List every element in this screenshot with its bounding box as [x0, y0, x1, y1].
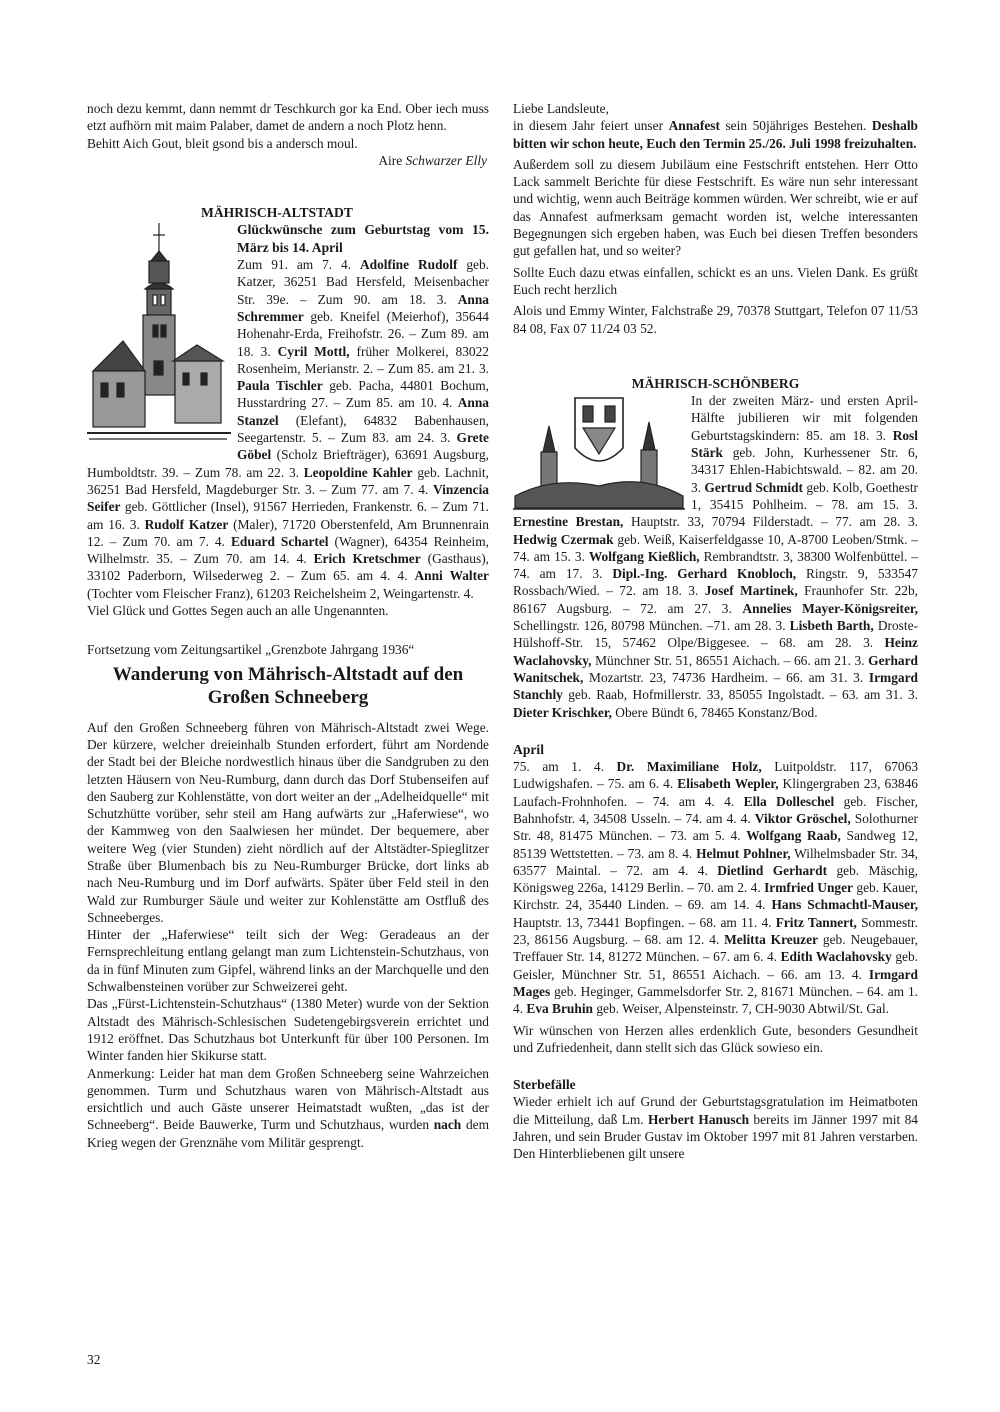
person-name: Wolfgang Raab,: [746, 828, 841, 844]
entry-text: (Elefant), 64832 Babenhausen, Seegartenstr. 5. – Zum 83. am 24. 3.: [237, 412, 489, 446]
wishes-paragraph: Wir wünschen von Herzen alles erdenklich Gute, besonders Gesundheit und Zufriedenheit, dann stellt sich das Glück sowieso ein.: [513, 1022, 918, 1055]
entry-text: Ringstr. 9, 533547 Rossbach/Wied. – 72. am 18. 3.: [513, 566, 918, 599]
entry-text: Klingergraben 23, 63846 Laufach-Frohnhofen. – 74. am 4. 4.: [513, 776, 919, 809]
entry-text: Mozartstr. 23, 74736 Hardheim. – 66. am 31. 3.: [583, 669, 869, 685]
person-name: Dr. Maximiliane Holz,: [616, 759, 762, 775]
entry-text: Münchner Str. 51, 86551 Aichach. – 66. am 21. 3.: [591, 652, 869, 668]
entry-text: geb. Neugebauer, Treffauer Str. 14, 81272 München. – 67. am 6. 4.: [513, 932, 918, 965]
person-name: Dieter Krischker,: [513, 704, 612, 720]
entry-text: geb. Kneifel (Meierhof), 35644 Hohenahr-Erda, Freihofstr. 26. – Zum 89. am 18. 3.: [237, 308, 489, 359]
continuation-note: Fortsetzung vom Zeitungsartikel „Grenzbote Jahrgang 1936“: [87, 642, 415, 658]
church-illustration: [87, 221, 231, 445]
person-name: Heinz Waclahovsky,: [513, 635, 918, 668]
entry-text: Fraunhofer Str. 22b, 86167 Augsburg. – 72. am 27. 3.: [513, 583, 919, 616]
entry-text: Sandweg 12, 85139 Wettstetten. – 73. am 8. 4.: [513, 828, 919, 861]
farewell-line: Behitt Aich Gout, bleit gsond bis a andersch moul.: [87, 135, 358, 151]
person-name: Eduard Schartel: [230, 533, 329, 549]
article-paragraph-1: Auf den Großen Schneeberg führen von Mährisch-Altstadt zwei Wege. Der kürzere, welcher dreieinhalb Stunden erfordert, führt am Nordende der Stadt bei der Bleiche nordwestlich hinaus über die Sandgruben zu den letzten Häusern von Neu-Rumburg, dann durch das Dorf Stubenseifen auf den Sauberg zur Kohlenstätte, von dort weiter an der „Adelheidquelle“ mit Schutzhütte vorüber, sehr steil am Hang aufwärts zur „Haferwiese“, wo der Kammweg von den Saalwiesen her mündet. Der bequemere, aber weitere Weg (vier Stunden) zieht nördlich auf der Altstädter-Spieglitzer Straße über Blumenbach bis zu Neu-Rumburger Brücke, dort links ab nach Neu-Rumburg und im Dorf aufwärts. Später über Feld steil in den Wald zur Rumburger Säule und weiter zur Kohlenstätte am Ostfluß des Schneeberges.: [87, 719, 489, 925]
person-name: Lisbeth Barth,: [789, 618, 874, 634]
article-paragraph-2: Hinter der „Haferwiese“ teilt sich der Weg: Geradeaus an der Fernsprechleitung entlang gelangt man zum Lichtenstein-Schutzhaus, von da in fünf Minuten zum Gipfel, während links an der Marchquelle und den Schwalbensteinen vorüber zur Schweizerei geht.: [87, 927, 489, 995]
altstadt-subheading: Glückwünsche zum Geburtstag vom 15. März bis 14. April: [237, 222, 489, 255]
person-name: Ella Dolleschel: [743, 793, 835, 809]
person-name: Josef Martinek,: [704, 583, 798, 599]
entry-text: geb. Göttlicher (Insel), 91567 Herrieden, Frankenstr. 6. – Zum 71. am 16. 3.: [87, 499, 489, 532]
entry-text: geb. John, Kurhessener Str. 6, 34317 Ehlen-Habichtswald. – 82. am 20. 3.: [691, 445, 918, 495]
person-name: Irmfried Unger: [764, 880, 853, 896]
person-name: Annelies Mayer-Königsreiter,: [742, 600, 918, 616]
person-name: Dipl.-Ing. Gerhard Knobloch,: [612, 566, 797, 582]
entry-text: Obere Bündt 6, 78465 Konstanz/Bod.: [611, 704, 818, 720]
entry-text: geb. Heginger, Gammelsdorfer Str. 2, 81671 München. – 64. am 1. 4.: [513, 983, 918, 1017]
entry-text: Luitpoldstr. 117, 67063 Ludwigshafen. – 75. am 6. 4.: [513, 759, 919, 792]
entry-text: Hauptstr. 13, 73441 Bopfingen. – 68. am 11. 4.: [513, 914, 776, 930]
entry-text: geb. Katzer, 36251 Bad Hersfeld, Meisenbacher Str. 39e. – Zum 90. am 18. 3.: [237, 257, 490, 307]
april-heading: April: [513, 741, 544, 757]
schoenberg-heading: MÄHRISCH-SCHÖNBERG: [631, 375, 800, 391]
death-heading: Sterbefälle: [513, 1077, 576, 1093]
person-name: Irmgard Stanchly: [513, 669, 918, 703]
entry-text: geb. Geisler, Münchner Str. 51, 86551 Aichach. – 66. am 13. 4.: [513, 949, 919, 982]
entry-text: Rembrandtstr. 3, 38300 Wolfenbüttel. – 74. am 17. 3.: [513, 548, 918, 582]
person-name: Gertrud Schmidt: [704, 479, 804, 495]
entry-text: geb. Mäschig, Königsweg 226a, 14129 Berlin. – 70. am 2. 4.: [513, 862, 919, 896]
entry-text: (Scholz Briefträger), 63691 Augsburg, Humboldtstr. 39. – Zum 78. am 22. 3.: [87, 447, 489, 480]
entry-text: geb. Lachnit, 36251 Bad Hersfeld, Magdeburger Str. 3. – Zum 77. am 7. 4.: [87, 464, 489, 497]
person-name: Hedwig Czermak: [513, 531, 614, 547]
person-name: Anna Stanzel: [237, 395, 489, 428]
person-name: Elisabeth Wepler,: [677, 776, 779, 792]
entry-text: In der zweiten März- und ersten April-Hälfte jubilieren wir mit folgenden Geburtstagskindern: 85. am 18. 3.: [691, 393, 918, 443]
request-paragraph: Sollte Euch dazu etwas einfallen, schickt es an uns. Vielen Dank. Es grüßt Euch recht herzlich: [513, 264, 918, 297]
person-name: Gerhard Wanitschek,: [513, 652, 918, 685]
article-paragraph-3: Das „Fürst-Lichtenstein-Schutzhaus“ (1380 Meter) wurde von der Sektion Altstadt des Mährisch-Schlesischen Sudetengebirgsverein errichtet und 1912 eröffnet. Das Schutzhaus bot Unterkunft für über 100 Personen. Im Winter fanden hier Skikurse statt.: [87, 996, 489, 1064]
person-name: Rudolf Katzer: [144, 516, 229, 532]
article-paragraph-4: Anmerkung: Leider hat man dem Großen Schneeberg seine Wahrzeichen genommen. Turm und Schutzhaus waren von Mährisch-Altstadt aus ersichtlich und auch Gäste unserer Heimatstadt wußten, „das ist der Schneeberg“. Beide Bauwerke, Turm und Schutzhaus, wurden nach dem Krieg wegen der Grenznähe vom Militär gesprengt.: [87, 1065, 489, 1150]
death-notice: Wieder erhielt ich auf Grund der Geburtstagsgratulation im Heimatboten die Mitteilung, daß Lm. Herbert Hanusch bereits im Jänner 1997 mit 84 Jahren, und sein Bruder Gustav im Oktober 1997 mit 81 Jahren verstarben. Den Hinterbliebenen gilt unsere: [513, 1094, 918, 1162]
person-name: Wolfgang Kießlich,: [588, 548, 700, 564]
schoenberg-section: [513, 375, 918, 721]
left-column: [87, 100, 489, 1151]
april-birthday-list: [513, 758, 918, 1017]
person-name: Eva Bruhin: [526, 1001, 593, 1017]
person-name: Ernestine Brestan,: [513, 514, 624, 530]
opening-paragraph: noch dezu kemmt, dann nemmt dr Teschkurch gor ka End. Ober iech muss etzt aufhörn mit maim Palaber, damet de andern a noch Plotz henn.: [87, 101, 489, 134]
entry-text: geb. Kauer, Kirchstr. 24, 35440 Linden. – 69. am 14. 4.: [513, 880, 918, 913]
right-column: [513, 100, 918, 1163]
entry-text: geb. Fischer, Bahnhofstr. 4, 34508 Usseln. – 74. am 4. 4.: [513, 793, 918, 826]
annafest-announcement: in diesem Jahr feiert unser Annafest sein 50jähriges Bestehen. Deshalb bitten wir schon heute, Euch den Termin 25./26. Juli 1998 freizuhalten.: [513, 118, 918, 151]
person-name: Paula Tischler: [237, 378, 323, 394]
signature: Aire Schwarzer Elly: [378, 152, 487, 168]
entry-text: geb. Raab, Hofmillerstr. 33, 85055 Ingolstadt. – 63. am 31. 3.: [562, 687, 918, 703]
person-name: Vinzencia Seifer: [87, 481, 489, 515]
entry-text: Hauptstr. 33, 70794 Filderstadt. – 77. am 28. 3.: [623, 514, 918, 530]
altstadt-heading: MÄHRISCH-ALTSTADT: [201, 205, 353, 221]
person-name: Grete Göbel: [237, 430, 489, 463]
person-name: Cyril Mottl,: [277, 343, 350, 359]
entry-text: Schellingstr. 126, 80798 München. –71. am 28. 3.: [513, 618, 790, 634]
entry-text: geb. Weiser, Alpensteinstr. 7, CH-9030 Abtwil/St. Gal.: [593, 1001, 890, 1017]
entry-text: (Tochter vom Fleischer Franz), 61203 Reichelsheim 2, Weingartenstr. 4.: [87, 585, 474, 601]
coat-of-arms-illustration: [513, 392, 685, 510]
person-name: Anna Schremmer: [237, 291, 489, 324]
person-name: Rosl Stärk: [691, 427, 918, 461]
person-name: Edith Waclahovsky: [780, 949, 892, 965]
festschrift-paragraph: Außerdem soll zu diesem Jubiläum eine Festschrift entstehen. Herr Otto Lack sammelt Berichte für diese Festschrift. Es wäre nun sehr interessant und wichtig, wenn auch Beiträge kommen würden. Wer schreibt, wie er auf das Annafest aufmerksam gemacht worden ist, welche interessanten Begegnungen sich ergeben haben, was Euch bei diesen Treffen besonders gut gefallen hat, und so weiter?: [513, 156, 918, 259]
person-name: Helmut Pohlner,: [696, 845, 791, 861]
person-name: Anni Walter: [414, 568, 489, 584]
entry-text: Zum 91. am 7. 4.: [237, 257, 360, 273]
entry-text: (Maler), 71720 Oberstenfeld, Am Brunnenrain 12. – Zum 70. am 7. 4.: [87, 516, 489, 549]
person-name: Hans Schmachtl-Mauser,: [771, 897, 918, 913]
person-name: Dietlind Gerhardt: [717, 862, 828, 878]
person-name: Erich Kretschmer: [313, 551, 421, 567]
sender-address: Alois und Emmy Winter, Falchstraße 29, 70378 Stuttgart, Telefon 07 11/53 84 08, Fax 07 11/24 03 52.: [513, 303, 918, 336]
altstadt-section: [87, 204, 489, 619]
person-name: Adolfine Rudolf: [359, 257, 458, 273]
entry-text: (Wagner), 64354 Reinheim, Wilhelmstr. 35. – Zum 70. am 14. 4.: [87, 533, 490, 567]
entry-text: Solothurner Str. 48, 81475 München. – 73. am 5. 4.: [513, 810, 918, 844]
entry-text: Wilhelmsbader Str. 34, 63577 Maintal. – 72. am 4. 4.: [513, 845, 918, 878]
altstadt-closing: Viel Glück und Gottes Segen auch an alle Ungenannten.: [87, 603, 389, 619]
person-name: Fritz Tannert,: [775, 914, 857, 930]
person-name: Leopoldine Kahler: [303, 464, 413, 480]
entry-text: 75. am 1. 4.: [513, 759, 617, 775]
person-name: Viktor Gröschel,: [754, 810, 851, 826]
entry-text: Droste-Hülshoff-Str. 15, 57462 Olpe/Biggesee. – 68. am 28. 3.: [513, 618, 918, 651]
person-name: Irmgard Mages: [513, 966, 918, 999]
page-number: 32: [87, 1352, 101, 1367]
article-title: Wanderung von Mährisch-Altstadt auf den Großen Schneeberg: [112, 663, 464, 708]
entry-text: (Gasthaus), 33102 Paderborn, Wilsederweg 2. – Zum 65. am 4. 4.: [87, 551, 489, 584]
entry-text: geb. Kolb, Goethestr 1, 35415 Pohlheim. – 78. am 15. 3.: [691, 479, 918, 512]
entry-text: geb. Weiß, Kaiserfeldgasse 10, A-8700 Leoben/Stmk. – 74. am 15. 3.: [513, 531, 918, 564]
entry-text: früher Molkerei, 83022 Rosenheim, Merianstr. 2. – Zum 85. am 21. 3.: [237, 343, 489, 376]
entry-text: Sommestr. 23, 86156 Augsburg. – 68. am 12. 4.: [513, 914, 918, 948]
greeting: Liebe Landsleute,: [513, 101, 609, 116]
entry-text: geb. Pacha, 44801 Bochum, Husstardring 27. – Zum 85. am 10. 4.: [237, 378, 489, 411]
person-name: Melitta Kreuzer: [724, 932, 819, 948]
